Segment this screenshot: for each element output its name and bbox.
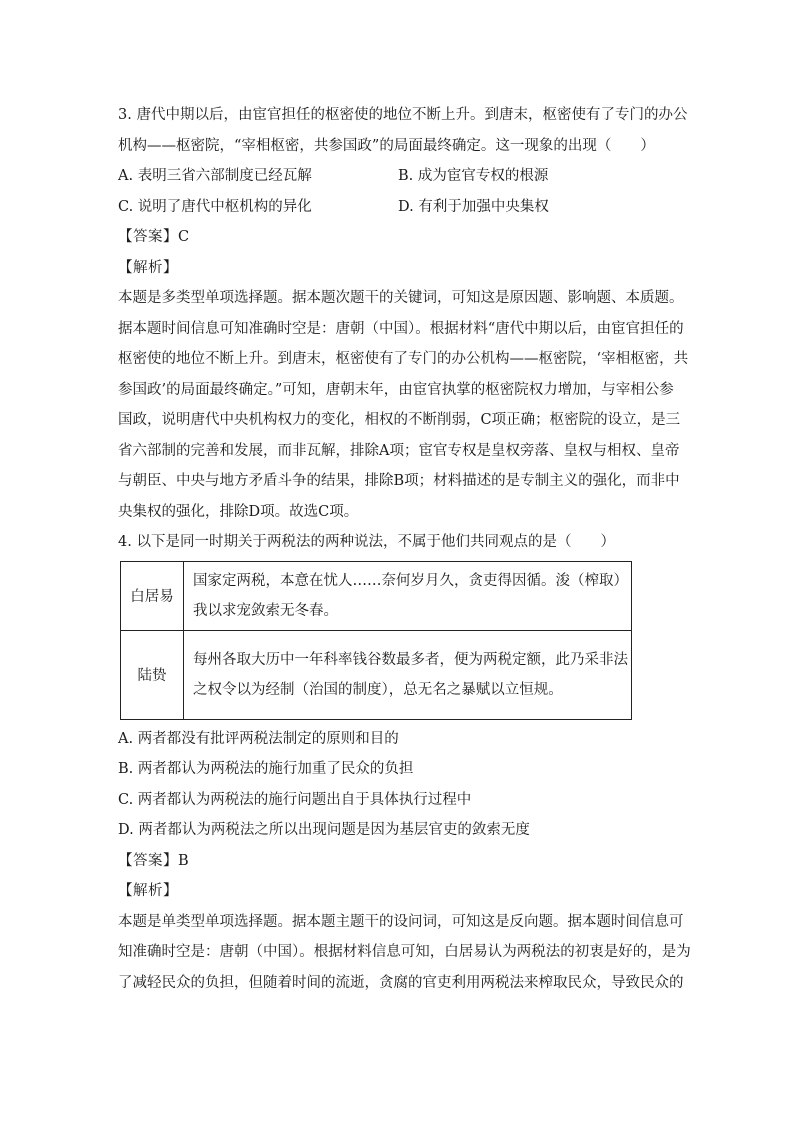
- table-cell-quote: [184, 561, 632, 630]
- table-row: [121, 630, 632, 719]
- quote-line: 国家定两税，本意在忧人……奈何岁月久，贪吏得因循。浚（榨取）: [193, 572, 628, 589]
- q4-answer: 【答案】B: [118, 852, 190, 869]
- q3-option-b: B. 成为宦官专权的根源: [398, 168, 549, 184]
- q3-option-c: C. 说明了唐代中枢机构的异化: [118, 198, 312, 215]
- q3-stem-line: 机构——枢密院，“宰相枢密，共参国政”的局面最终确定。这一现象的出现（ ）: [118, 137, 655, 154]
- question-3: [118, 100, 689, 527]
- quote-line: 每州各取大历中一年科率钱谷数最多者，便为两税定额，此乃采非法: [193, 651, 628, 668]
- q3-analysis-line: 参国政’的局面最终确定。”可知，唐朝末年，由宦官执掌的枢密院权力增加，与宰相公参: [118, 381, 674, 398]
- q3-analysis-line: 枢密使的地位不断上升。到唐末，枢密使有了专门的办公机构——枢密院，‘宰相枢密，共: [118, 351, 689, 367]
- q4-option-b: B. 两者都认为两税法的施行加重了民众的负担: [118, 761, 414, 777]
- q3-analysis-line: 国政，说明唐代中央机构权力的变化，相权的不断削弱，C项正确；枢密院的设立，是三: [118, 412, 681, 428]
- q3-options-row: [118, 192, 678, 223]
- q4-stem: 4. 以下是同一时期关于两税法的两种说法，不属于他们共同观点的是（ ）: [118, 534, 615, 550]
- q4-option-a: A. 两者都没有批评两税法制定的原则和目的: [118, 730, 399, 747]
- q4-analysis-label: 【解析】: [118, 883, 178, 899]
- document-content: [118, 100, 691, 998]
- q3-option-a: A. 表明三省六部制度已经瓦解: [118, 168, 312, 184]
- quote-line: 之权令以为经制（治国的制度），总无名之暴赋以立恒规。: [193, 681, 563, 698]
- table-cell-quote: [184, 630, 632, 719]
- quote-line: 我以求宠敛索无冬春。: [193, 602, 338, 619]
- q4-analysis-line: 了减轻民众的负担，但随着时间的流逝，贪腐的官吏利用两税法来榨取民众，导致民众的: [118, 974, 684, 991]
- q3-analysis-line: 据本题时间信息可知准确时空是：唐朝（中国）。根据材料“唐代中期以后，由宦官担任的: [118, 320, 684, 337]
- q3-analysis-line: 央集权的强化，排除D项。故选C项。: [118, 503, 359, 520]
- q3-stem-line: 3. 唐代中期以后，由宦官担任的枢密使的地位不断上升。到唐末，枢密使有了专门的办公: [118, 107, 688, 123]
- q4-analysis-line: 本题是单类型单项选择题。据本题主题干的设问词，可知这是反向题。据本题时间信息可: [118, 913, 684, 930]
- q3-analysis-line: 省六部制的完善和发展，而非瓦解，排除A项；宦官专权是皇权旁落、皇权与相权、皇帝: [118, 442, 680, 459]
- q4-option-d: D. 两者都认为两税法之所以出现问题是因为基层官吏的敛索无度: [118, 822, 530, 838]
- table-cell-author: 白居易: [121, 561, 184, 630]
- q3-analysis-label: 【解析】: [118, 259, 178, 276]
- q4-material-table: [120, 561, 632, 720]
- q4-analysis-line: 知准确时空是：唐朝（中国）。根据材料信息可知，白居易认为两税法的初衷是好的，是为: [118, 944, 691, 960]
- table-row: [121, 561, 632, 630]
- q3-analysis-line: 本题是多类型单项选择题。据本题次题干的关键词，可知这是原因题、影响题、本质题。: [118, 290, 684, 306]
- q3-analysis-line: 与朝臣、中央与地方矛盾斗争的结果，排除B项；材料描述的是专制主义的强化，而非中: [118, 473, 680, 489]
- q3-options-row: [118, 161, 678, 192]
- question-4: [118, 527, 691, 998]
- q3-answer: 【答案】C: [118, 229, 190, 245]
- q3-option-d: D. 有利于加强中央集权: [398, 198, 549, 215]
- table-cell-author: 陆贽: [121, 630, 184, 719]
- q4-option-c: C. 两者都认为两税法的施行问题出自于具体执行过程中: [118, 791, 472, 808]
